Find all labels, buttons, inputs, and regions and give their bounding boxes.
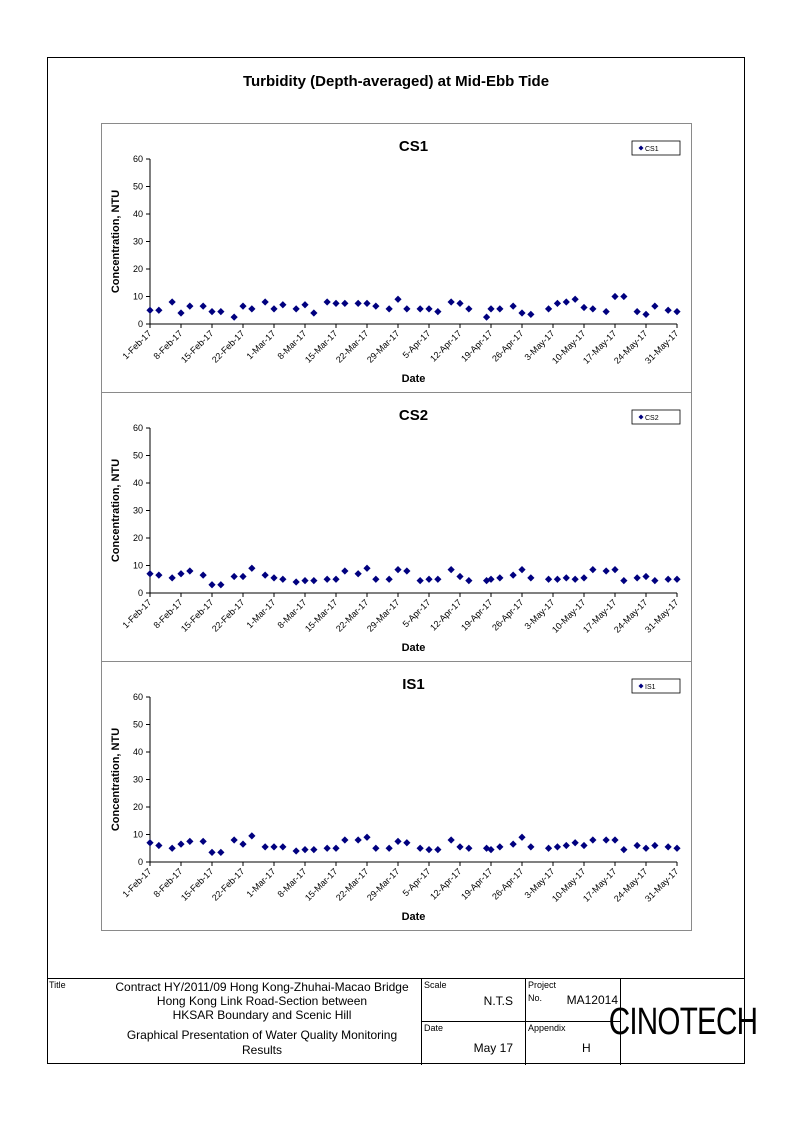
- y-tick-label: 30: [132, 774, 143, 785]
- data-point: [208, 849, 215, 856]
- data-point: [487, 305, 494, 312]
- data-point: [231, 836, 238, 843]
- chart-svg: [102, 662, 693, 932]
- page-title: Turbidity (Depth-averaged) at Mid-Ebb Tide: [242, 73, 550, 90]
- y-tick-label: 40: [132, 209, 143, 219]
- data-point: [217, 308, 224, 315]
- data-point: [200, 838, 207, 845]
- data-point: [301, 846, 308, 853]
- data-point: [603, 567, 610, 574]
- data-point: [386, 845, 393, 852]
- x-tick-label: 22-Mar-17: [333, 597, 371, 634]
- data-point: [279, 843, 286, 850]
- data-point: [620, 846, 627, 853]
- data-point: [155, 572, 162, 579]
- x-tick-label: 24-May-17: [611, 328, 650, 366]
- data-point: [270, 305, 277, 312]
- data-point: [554, 843, 561, 850]
- y-tick-label: 10: [132, 560, 143, 571]
- data-point: [448, 566, 455, 573]
- date-cell: [422, 1022, 526, 1065]
- chart-panel-is1: [101, 661, 692, 931]
- data-point: [279, 576, 286, 583]
- data-point: [177, 570, 184, 577]
- x-tick-label: 24-May-17: [611, 597, 650, 635]
- data-point: [248, 832, 255, 839]
- x-tick-label: 8-Mar-17: [275, 328, 309, 362]
- data-point: [394, 296, 401, 303]
- data-point: [208, 308, 215, 315]
- x-tick-label: 17-May-17: [580, 597, 619, 635]
- legend-label: IS1: [645, 684, 656, 691]
- data-point: [634, 308, 641, 315]
- data-point: [510, 841, 517, 848]
- data-point: [651, 842, 658, 849]
- x-tick-label: 31-May-17: [642, 597, 681, 635]
- data-point: [496, 574, 503, 581]
- y-tick-label: 60: [132, 692, 143, 702]
- x-tick-label: 19-Apr-17: [459, 597, 495, 633]
- x-tick-label: 15-Mar-17: [302, 328, 340, 365]
- x-tick-label: 22-Feb-17: [209, 866, 247, 903]
- x-tick-label: 15-Mar-17: [302, 866, 340, 903]
- data-point: [634, 842, 641, 849]
- x-tick-label: 17-May-17: [580, 866, 619, 904]
- x-tick-label: 8-Feb-17: [151, 866, 185, 900]
- data-point: [262, 843, 269, 850]
- data-point: [169, 298, 176, 305]
- data-point: [239, 841, 246, 848]
- y-axis-label: Concentration, NTU: [110, 727, 122, 832]
- title-cell: [47, 979, 422, 1065]
- data-point: [270, 574, 277, 581]
- chart-svg: [102, 124, 693, 394]
- data-point: [518, 309, 525, 316]
- data-point: [169, 574, 176, 581]
- data-point: [465, 577, 472, 584]
- data-point: [518, 834, 525, 841]
- description-line: Contract HY/2011/09 Hong Kong-Zhuhai-Macao Bridge: [115, 980, 409, 994]
- data-point: [231, 573, 238, 580]
- data-point: [301, 301, 308, 308]
- data-point: [545, 845, 552, 852]
- x-tick-label: 8-Feb-17: [151, 328, 185, 362]
- data-point: [580, 304, 587, 311]
- data-point: [372, 576, 379, 583]
- data-point: [611, 566, 618, 573]
- y-tick-label: 60: [132, 423, 143, 433]
- data-point: [332, 576, 339, 583]
- x-tick-label: 26-Apr-17: [490, 866, 526, 902]
- data-point: [324, 576, 331, 583]
- x-tick-label: 15-Feb-17: [178, 866, 216, 903]
- data-point: [332, 300, 339, 307]
- data-point: [483, 314, 490, 321]
- description-line: Results: [241, 1043, 282, 1057]
- y-tick-label: 40: [132, 747, 143, 757]
- x-axis-label: Date: [401, 373, 426, 385]
- data-point: [186, 838, 193, 845]
- data-point: [448, 836, 455, 843]
- x-tick-label: 22-Mar-17: [333, 866, 371, 903]
- x-tick-label: 15-Feb-17: [178, 328, 216, 365]
- y-tick-label: 10: [132, 291, 143, 302]
- x-tick-label: 26-Apr-17: [490, 328, 526, 364]
- data-point: [217, 849, 224, 856]
- y-tick-label: 0: [137, 588, 143, 598]
- data-point: [642, 573, 649, 580]
- data-point: [332, 845, 339, 852]
- x-tick-label: 15-Feb-17: [178, 597, 216, 634]
- y-tick-label: 20: [132, 802, 143, 812]
- x-tick-label: 3-May-17: [522, 866, 557, 901]
- data-point: [673, 845, 680, 852]
- data-point: [186, 303, 193, 310]
- data-point: [324, 845, 331, 852]
- project-no-label: No.: [528, 993, 543, 1003]
- data-point: [310, 846, 317, 853]
- x-tick-label: 24-May-17: [611, 866, 650, 904]
- x-tick-label: 31-May-17: [642, 866, 681, 904]
- data-point: [200, 303, 207, 310]
- data-point: [372, 845, 379, 852]
- data-point: [572, 839, 579, 846]
- scale-value: N.T.S: [483, 994, 513, 1008]
- y-tick-label: 20: [132, 533, 143, 543]
- data-point: [510, 572, 517, 579]
- data-point: [200, 572, 207, 579]
- y-tick-label: 60: [132, 154, 143, 164]
- data-point: [642, 845, 649, 852]
- y-axis-label: Concentration, NTU: [110, 458, 122, 563]
- chart-title: CS1: [398, 138, 429, 155]
- data-point: [651, 303, 658, 310]
- data-point: [665, 576, 672, 583]
- data-point: [394, 838, 401, 845]
- description-line: Graphical Presentation of Water Quality Monitoring: [126, 1028, 398, 1042]
- x-axis-label: Date: [401, 911, 426, 923]
- data-point: [456, 843, 463, 850]
- y-tick-label: 50: [132, 450, 143, 461]
- y-axis-label: Concentration, NTU: [110, 189, 122, 294]
- data-point: [293, 578, 300, 585]
- data-point: [456, 573, 463, 580]
- data-point: [355, 836, 362, 843]
- data-point: [589, 566, 596, 573]
- x-tick-label: 12-Apr-17: [428, 597, 464, 633]
- data-point: [589, 305, 596, 312]
- legend-label: CS2: [645, 415, 659, 422]
- data-point: [355, 300, 362, 307]
- data-point: [603, 308, 610, 315]
- data-point: [394, 566, 401, 573]
- data-point: [425, 576, 432, 583]
- data-point: [177, 841, 184, 848]
- data-point: [417, 577, 424, 584]
- data-point: [572, 576, 579, 583]
- data-point: [310, 309, 317, 316]
- data-point: [146, 839, 153, 846]
- data-point: [341, 567, 348, 574]
- data-point: [231, 314, 238, 321]
- data-point: [673, 308, 680, 315]
- data-point: [603, 836, 610, 843]
- data-point: [262, 572, 269, 579]
- x-tick-label: 29-Mar-17: [364, 597, 402, 634]
- x-tick-label: 10-May-17: [549, 597, 588, 635]
- data-point: [403, 839, 410, 846]
- chart-panel-cs1: [101, 123, 692, 393]
- data-point: [580, 842, 587, 849]
- title-block: [47, 978, 758, 1064]
- x-tick-label: 15-Mar-17: [302, 597, 340, 634]
- project-label: Project: [528, 980, 557, 990]
- data-point: [434, 846, 441, 853]
- data-point: [620, 577, 627, 584]
- data-point: [270, 843, 277, 850]
- project-no-value: MA12014: [566, 993, 618, 1007]
- y-tick-label: 30: [132, 236, 143, 247]
- y-tick-label: 50: [132, 181, 143, 192]
- description-line: HKSAR Boundary and Scenic Hill: [172, 1008, 352, 1022]
- x-tick-label: 22-Mar-17: [333, 328, 371, 365]
- data-point: [589, 836, 596, 843]
- data-point: [155, 842, 162, 849]
- chart-title: IS1: [402, 676, 425, 693]
- appendix-cell: [526, 1022, 621, 1065]
- data-point: [341, 836, 348, 843]
- data-point: [425, 305, 432, 312]
- data-point: [665, 307, 672, 314]
- data-point: [403, 305, 410, 312]
- x-tick-label: 1-Mar-17: [244, 597, 278, 631]
- data-point: [324, 298, 331, 305]
- x-tick-label: 29-Mar-17: [364, 328, 402, 365]
- chart-panel-cs2: [101, 392, 692, 662]
- x-tick-label: 8-Feb-17: [151, 597, 185, 631]
- x-tick-label: 26-Apr-17: [490, 597, 526, 633]
- x-tick-label: 22-Feb-17: [209, 328, 247, 365]
- data-point: [465, 845, 472, 852]
- data-point: [434, 308, 441, 315]
- data-point: [169, 845, 176, 852]
- x-tick-label: 5-Apr-17: [400, 866, 433, 899]
- data-point: [363, 565, 370, 572]
- data-point: [146, 570, 153, 577]
- data-point: [580, 574, 587, 581]
- x-tick-label: 3-May-17: [522, 328, 557, 363]
- data-point: [563, 842, 570, 849]
- x-tick-label: 19-Apr-17: [459, 328, 495, 364]
- data-point: [372, 303, 379, 310]
- drawing-description: [102, 1028, 422, 1058]
- scale-cell: [422, 979, 526, 1022]
- data-point: [417, 305, 424, 312]
- data-point: [510, 303, 517, 310]
- data-point: [293, 305, 300, 312]
- data-point: [554, 576, 561, 583]
- data-point: [301, 577, 308, 584]
- x-axis-label: Date: [401, 642, 426, 654]
- appendix-value: H: [582, 1041, 591, 1055]
- data-point: [386, 305, 393, 312]
- data-point: [155, 307, 162, 314]
- y-tick-label: 40: [132, 478, 143, 488]
- x-tick-label: 1-Feb-17: [120, 597, 154, 631]
- x-tick-label: 12-Apr-17: [428, 866, 464, 902]
- x-tick-label: 3-May-17: [522, 597, 557, 632]
- legend-label: CS1: [645, 146, 659, 153]
- data-point: [496, 305, 503, 312]
- data-point: [262, 298, 269, 305]
- data-point: [208, 581, 215, 588]
- data-point: [518, 566, 525, 573]
- x-tick-label: 1-Mar-17: [244, 866, 278, 900]
- date-label: Date: [424, 1023, 444, 1033]
- data-point: [572, 296, 579, 303]
- data-point: [177, 309, 184, 316]
- x-tick-label: 8-Mar-17: [275, 597, 309, 631]
- description-line: Hong Kong Link Road-Section between: [156, 994, 368, 1008]
- data-point: [456, 300, 463, 307]
- data-point: [563, 574, 570, 581]
- data-point: [239, 303, 246, 310]
- data-point: [363, 834, 370, 841]
- data-point: [363, 300, 370, 307]
- data-point: [293, 847, 300, 854]
- x-tick-label: 31-May-17: [642, 328, 681, 366]
- date-value: May 17: [473, 1041, 513, 1055]
- data-point: [642, 311, 649, 318]
- x-tick-label: 19-Apr-17: [459, 866, 495, 902]
- chart-title: CS2: [398, 407, 429, 424]
- data-point: [673, 576, 680, 583]
- x-tick-label: 5-Apr-17: [400, 328, 433, 361]
- data-point: [665, 843, 672, 850]
- x-tick-label: 22-Feb-17: [209, 597, 247, 634]
- data-point: [248, 565, 255, 572]
- x-tick-label: 29-Mar-17: [364, 866, 402, 903]
- x-tick-label: 5-Apr-17: [400, 597, 433, 630]
- data-point: [448, 298, 455, 305]
- y-tick-label: 30: [132, 505, 143, 516]
- x-tick-label: 1-Mar-17: [244, 328, 278, 362]
- data-point: [425, 846, 432, 853]
- data-point: [554, 300, 561, 307]
- data-point: [620, 293, 627, 300]
- y-tick-label: 0: [137, 857, 143, 867]
- y-tick-label: 0: [137, 319, 143, 329]
- x-tick-label: 10-May-17: [549, 328, 588, 366]
- data-point: [611, 293, 618, 300]
- data-point: [279, 301, 286, 308]
- y-tick-label: 20: [132, 264, 143, 274]
- data-point: [239, 573, 246, 580]
- data-point: [310, 577, 317, 584]
- company-logo: CINOTECH: [608, 1000, 758, 1043]
- x-tick-label: 1-Feb-17: [120, 328, 154, 362]
- data-point: [434, 576, 441, 583]
- x-tick-label: 17-May-17: [580, 328, 619, 366]
- data-point: [651, 577, 658, 584]
- scale-label: Scale: [424, 980, 447, 990]
- project-description: [102, 980, 422, 1022]
- data-point: [634, 574, 641, 581]
- x-tick-label: 10-May-17: [549, 866, 588, 904]
- x-tick-label: 8-Mar-17: [275, 866, 309, 900]
- data-point: [403, 567, 410, 574]
- data-point: [527, 843, 534, 850]
- data-point: [146, 307, 153, 314]
- data-point: [563, 298, 570, 305]
- appendix-label: Appendix: [528, 1023, 566, 1033]
- data-point: [465, 305, 472, 312]
- y-tick-label: 50: [132, 719, 143, 730]
- project-cell: [526, 979, 621, 1022]
- data-point: [611, 836, 618, 843]
- data-point: [186, 567, 193, 574]
- data-point: [545, 576, 552, 583]
- data-point: [417, 845, 424, 852]
- data-point: [217, 581, 224, 588]
- data-point: [248, 305, 255, 312]
- data-point: [341, 300, 348, 307]
- data-point: [527, 574, 534, 581]
- x-tick-label: 1-Feb-17: [120, 866, 154, 900]
- data-point: [545, 305, 552, 312]
- y-tick-label: 10: [132, 829, 143, 840]
- x-tick-label: 12-Apr-17: [428, 328, 464, 364]
- chart-svg: [102, 393, 693, 663]
- title-label: Title: [49, 980, 66, 990]
- data-point: [386, 576, 393, 583]
- data-point: [355, 570, 362, 577]
- data-point: [496, 843, 503, 850]
- data-point: [527, 311, 534, 318]
